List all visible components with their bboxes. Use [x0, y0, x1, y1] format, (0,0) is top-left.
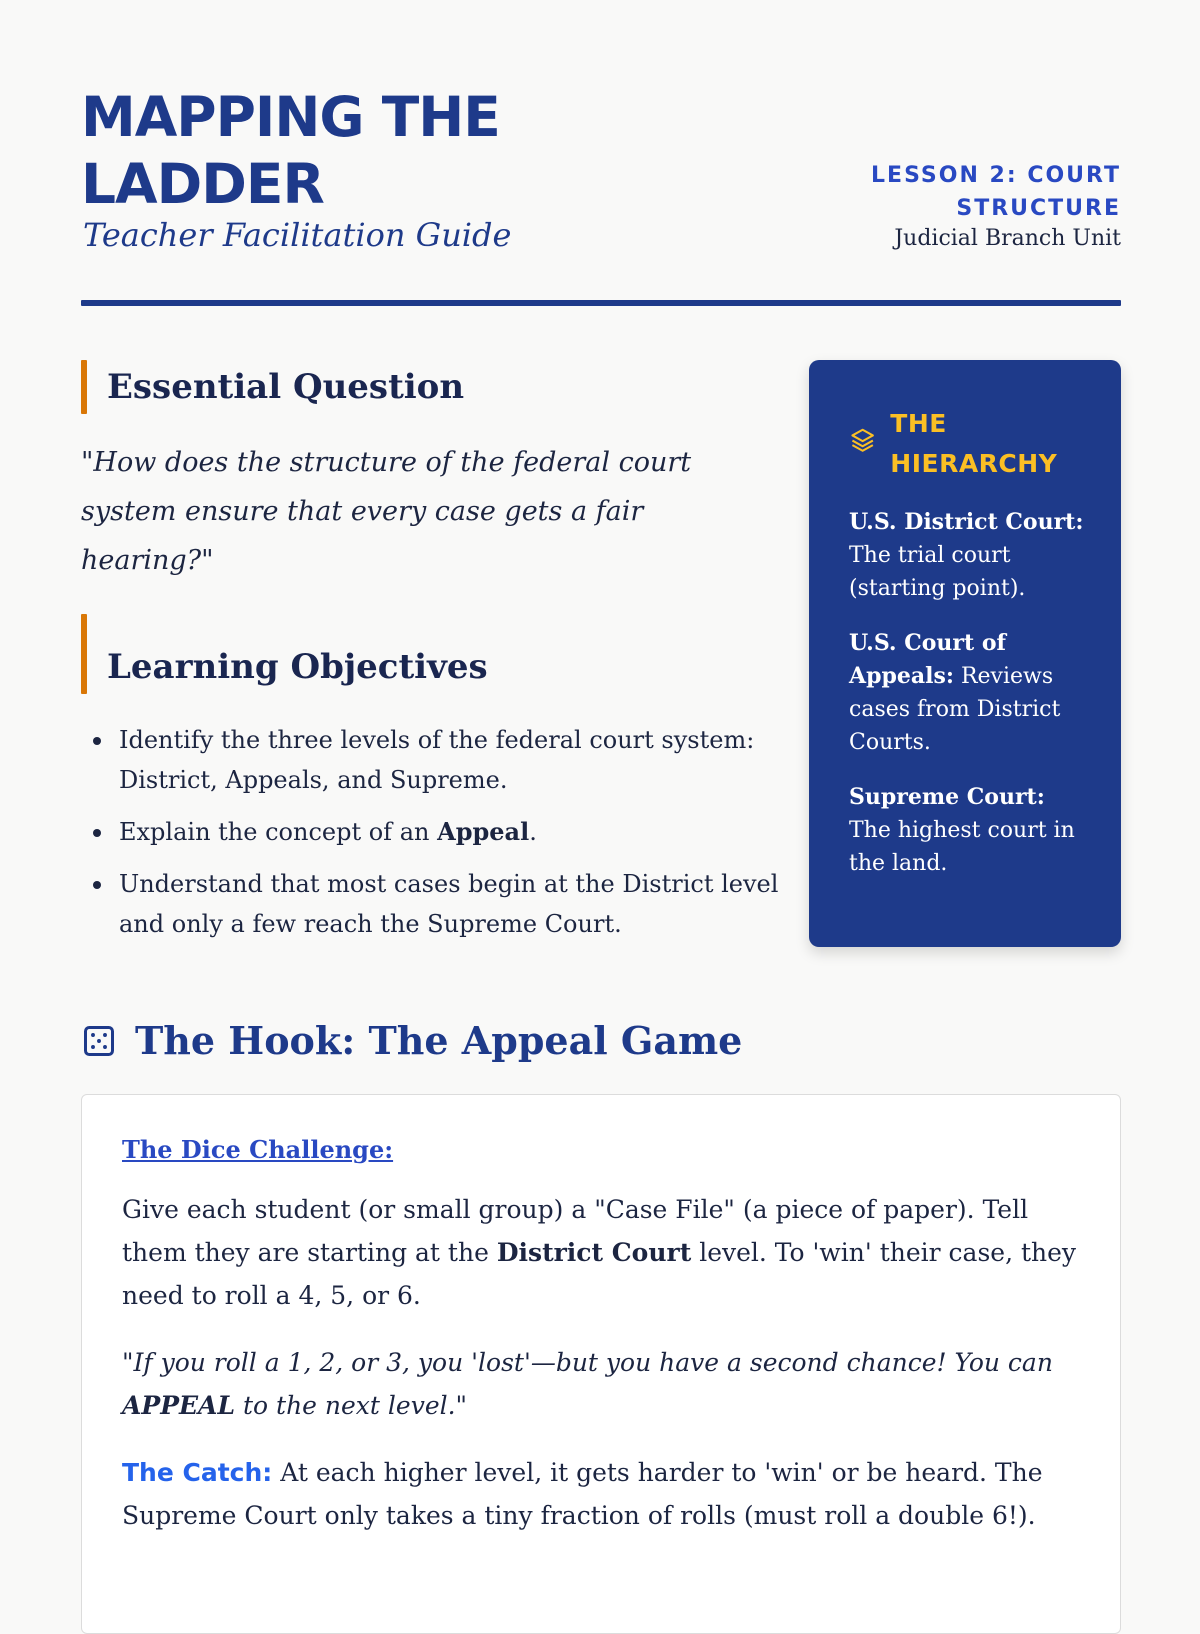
list-item-text: .: [529, 818, 537, 846]
hook-paragraph: [122, 1188, 1080, 1317]
hierarchy-card: [809, 360, 1121, 947]
page-title: MAPPING THE LADDER: [81, 85, 500, 216]
hierarchy-item-desc: The trial court (starting point).: [849, 543, 1026, 601]
list-item: Understand that most cases begin at the District level and only a few reach the Supreme Court.: [119, 864, 799, 944]
objectives-title: Learning Objectives: [107, 647, 488, 687]
hook-heading: [81, 1018, 742, 1063]
paragraph-bold: District Court: [496, 1238, 692, 1267]
quote-text: "If you roll a 1, 2, or 3, you 'lost'—but you have a second chance! You can: [122, 1348, 1053, 1377]
quote-text: to the next level.": [235, 1391, 468, 1420]
lesson-label: LESSON 2: COURT STRUCTURE: [871, 163, 1121, 221]
hierarchy-item-desc: Reviews cases from District Courts.: [849, 664, 1061, 755]
hierarchy-title: THE HIERARCHY: [890, 409, 1058, 478]
hierarchy-item-label: U.S. Court of Appeals:: [849, 630, 1006, 689]
hook-card: [81, 1094, 1121, 1634]
catch-label: The Catch:: [122, 1458, 273, 1487]
catch-text: At each higher level, it gets harder to 'win' or be heard. The Supreme Court only takes a tiny fraction of rolls (must roll a double 6!).: [122, 1458, 1043, 1530]
essential-question-title: Essential Question: [107, 367, 465, 407]
essential-question-heading: [81, 360, 464, 414]
layers-icon: [849, 426, 876, 454]
header: [81, 84, 1121, 304]
page: [81, 0, 1121, 1600]
hierarchy-item-label: U.S. District Court:: [849, 509, 1084, 535]
heading-accent-bar: [81, 360, 87, 414]
hierarchy-item: [849, 506, 1085, 605]
dice-challenge-heading: The Dice Challenge:: [122, 1135, 394, 1164]
list-item: [119, 812, 799, 852]
list-item-text: Explain the concept of an: [119, 818, 438, 846]
page-subtitle: Teacher Facilitation Guide: [83, 216, 512, 254]
header-divider: [81, 300, 1121, 306]
hierarchy-header: [849, 404, 1085, 484]
unit-label: Judicial Branch Unit: [894, 226, 1121, 251]
paragraph-text: level. To 'win' their case, they need to roll a 4, 5, or 6.: [122, 1238, 1077, 1310]
list-item: Identify the three levels of the federal court system: District, Appeals, and Supreme.: [119, 720, 799, 800]
hierarchy-item-label: Supreme Court:: [849, 784, 1045, 810]
quote-bold: APPEAL: [122, 1391, 236, 1420]
hierarchy-item-desc: The highest court in the land.: [849, 818, 1075, 876]
hook-catch: [122, 1451, 1080, 1537]
hierarchy-item: [849, 781, 1085, 880]
hook-quote: [122, 1341, 1080, 1427]
objectives-heading: [81, 614, 488, 694]
heading-accent-bar: [81, 614, 87, 694]
objectives-list: [119, 720, 799, 956]
hook-title: The Hook: The Appeal Game: [135, 1018, 743, 1063]
paragraph-text: Give each student (or small group) a "Case File" (a piece of paper). Tell them they are starting at the: [122, 1195, 1029, 1267]
hierarchy-item: [849, 627, 1085, 759]
dice-icon: [81, 1023, 117, 1059]
list-item-bold: Appeal: [437, 817, 530, 846]
essential-question-text: "How does the structure of the federal court system ensure that every case gets a fair hearing?": [81, 447, 692, 576]
